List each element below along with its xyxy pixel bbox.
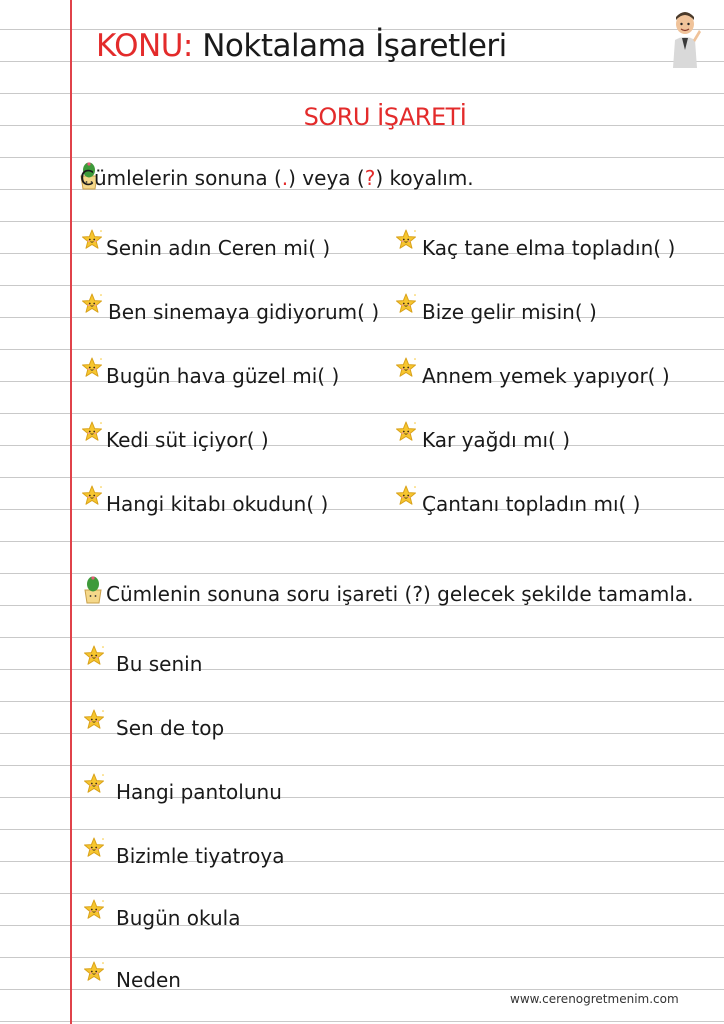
topic-title: Noktalama İşaretleri <box>202 28 507 64</box>
star-face-icon <box>80 228 104 252</box>
star-face-icon <box>80 420 104 444</box>
list-item: Bugün okula <box>116 906 241 930</box>
star-face-icon <box>82 836 106 860</box>
star-face-icon <box>82 772 106 796</box>
star-face-icon <box>80 356 104 380</box>
star-face-icon <box>394 420 418 444</box>
avatar-icon <box>668 10 702 68</box>
list-item: Hangi pantolunu <box>116 780 282 804</box>
star-face-icon <box>82 960 106 984</box>
website-footer: www.cerenogretmenim.com <box>510 992 679 1006</box>
list-item: Annem yemek yapıyor( ) <box>422 364 670 388</box>
margin-line <box>70 0 72 1024</box>
star-face-icon <box>80 292 104 316</box>
star-face-icon <box>394 484 418 508</box>
star-face-icon <box>82 898 106 922</box>
list-item: Bize gelir misin( ) <box>422 300 597 324</box>
star-face-icon <box>82 644 106 668</box>
star-face-icon <box>80 484 104 508</box>
star-face-icon <box>82 708 106 732</box>
list-item: Neden <box>116 968 181 992</box>
star-face-icon <box>394 292 418 316</box>
instruction-1: Cümlelerin sonuna (.) veya (?) koyalım. <box>80 166 474 190</box>
subtitle: SORU İŞARETİ <box>303 103 467 131</box>
list-item: Sen de top <box>116 716 225 740</box>
list-item: Bu senin <box>116 652 203 676</box>
cactus-pot-icon <box>82 576 104 604</box>
list-item: Bizimle tiyatroya <box>116 844 285 868</box>
star-face-icon <box>394 228 418 252</box>
list-item: Senin adın Ceren mi( ) <box>106 236 331 260</box>
list-item: Kaç tane elma topladın( ) <box>422 236 676 260</box>
page-title <box>96 28 507 64</box>
list-item: Hangi kitabı okudun( ) <box>106 492 329 516</box>
instruction-2: Cümlenin sonuna soru işareti (?) gelecek şekilde tamamla. <box>106 582 694 606</box>
konu-label: KONU: <box>96 28 193 64</box>
list-item: Ben sinemaya gidiyorum( ) <box>108 300 380 324</box>
list-item: Bugün hava güzel mi( ) <box>106 364 340 388</box>
list-item: Kar yağdı mı( ) <box>422 428 570 452</box>
star-face-icon <box>394 356 418 380</box>
list-item: Çantanı topladın mı( ) <box>422 492 641 516</box>
list-item: Kedi süt içiyor( ) <box>106 428 269 452</box>
